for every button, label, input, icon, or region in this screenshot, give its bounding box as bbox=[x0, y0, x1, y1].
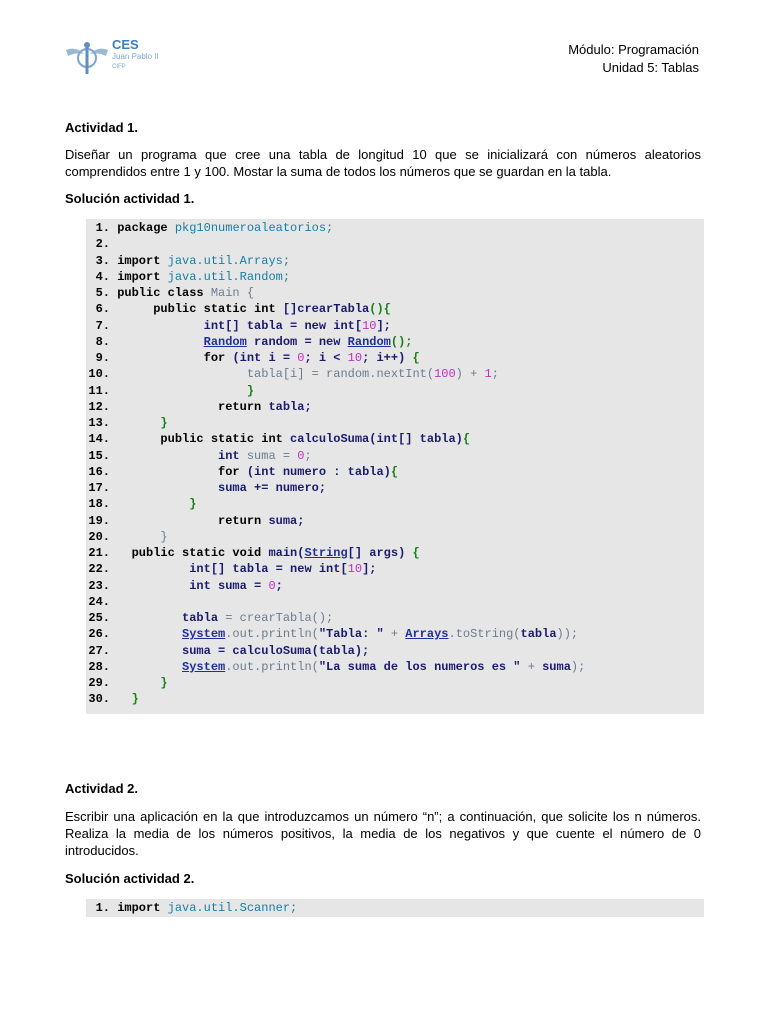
activity2-description: Escribir una aplicación en la que introduzcamos un número “n”; a continuación, que solicite los n números. Realiza la media de los números positivos, la media de los negativos y que cuente el número de 0 introducidos. bbox=[65, 809, 701, 858]
unit-label: Unidad 5: Tablas bbox=[602, 60, 699, 75]
ces-logo bbox=[64, 36, 184, 84]
logo-subtitle: Juan Pablo II bbox=[112, 52, 159, 61]
activity1-description: Diseñar un programa que cree una tabla de longitud 10 que se inicializará con números aleatorios comprendidos entre 1 y 100. Mostar la suma de todos los números que se guardan en la tabla. bbox=[65, 147, 701, 179]
code-line: 22. int[] tabla = new int[10]; bbox=[88, 562, 377, 577]
code-line: 13. } bbox=[88, 416, 168, 430]
code-line: 25. tabla = crearTabla(); bbox=[88, 611, 334, 625]
logo-emblem-icon bbox=[64, 38, 110, 78]
code-line: 10. tabla[i] = random.nextInt(100) + 1; bbox=[88, 367, 499, 382]
code-line: 12. return tabla; bbox=[88, 399, 312, 414]
module-label: Módulo: Programación bbox=[568, 42, 699, 57]
activity1-title: Actividad 1. bbox=[65, 120, 138, 135]
code-line: 1. package pkg10numeroaleatorios; bbox=[95, 221, 334, 235]
code-line: 16. for (int numero : tabla){ bbox=[88, 464, 399, 479]
code-line: 4. import java.util.Random; bbox=[95, 269, 291, 284]
code-line: 18. } bbox=[88, 497, 197, 512]
code-line: 5. public class Main { bbox=[95, 286, 255, 300]
activity1-code-block bbox=[86, 219, 704, 714]
logo-name: CES bbox=[112, 37, 139, 52]
logo-small-text: CIFP bbox=[112, 64, 126, 70]
code-line: 2. bbox=[95, 237, 110, 252]
code-line: 3. import java.util.Arrays; bbox=[95, 253, 291, 268]
activity1-solution-title: Solución actividad 1. bbox=[65, 191, 195, 206]
activity2-title: Actividad 2. bbox=[65, 781, 138, 796]
code-line: 17. suma += numero; bbox=[88, 481, 327, 495]
code-line: 30. } bbox=[88, 692, 139, 707]
code-line: 6. public static int []crearTabla(){ bbox=[95, 302, 391, 317]
code-line: 14. public static int calculoSuma(int[] tabla){ bbox=[88, 432, 471, 447]
code-line: 24. bbox=[88, 594, 110, 609]
code-line: 9. for (int i = 0; i < 10; i++) { bbox=[95, 351, 420, 365]
activity2-solution-title: Solución actividad 2. bbox=[65, 871, 195, 886]
code-line: 28. System.out.println("La suma de los numeros es " + suma); bbox=[88, 659, 586, 674]
code-line: 26. System.out.println("Tabla: " + Arrays.toString(tabla)); bbox=[88, 627, 579, 642]
code-line: 7. int[] tabla = new int[10]; bbox=[95, 318, 391, 333]
code-line: 20. } bbox=[88, 529, 168, 544]
code-line: 19. return suma; bbox=[88, 513, 305, 528]
activity2-code-block bbox=[86, 899, 704, 917]
code-line: 23. int suma = 0; bbox=[88, 578, 283, 593]
header-info bbox=[568, 41, 699, 77]
code-line: 29. } bbox=[88, 676, 168, 690]
code-line: 15. int suma = 0; bbox=[88, 448, 312, 463]
code-line: 11. } bbox=[88, 383, 255, 398]
code-line: 27. suma = calculoSuma(tabla); bbox=[88, 643, 370, 658]
code-line: 1. import java.util.Scanner; bbox=[95, 901, 298, 915]
code-line: 21. public static void main(String[] args) { bbox=[88, 546, 420, 560]
code-line: 8. Random random = new Random(); bbox=[95, 334, 413, 349]
